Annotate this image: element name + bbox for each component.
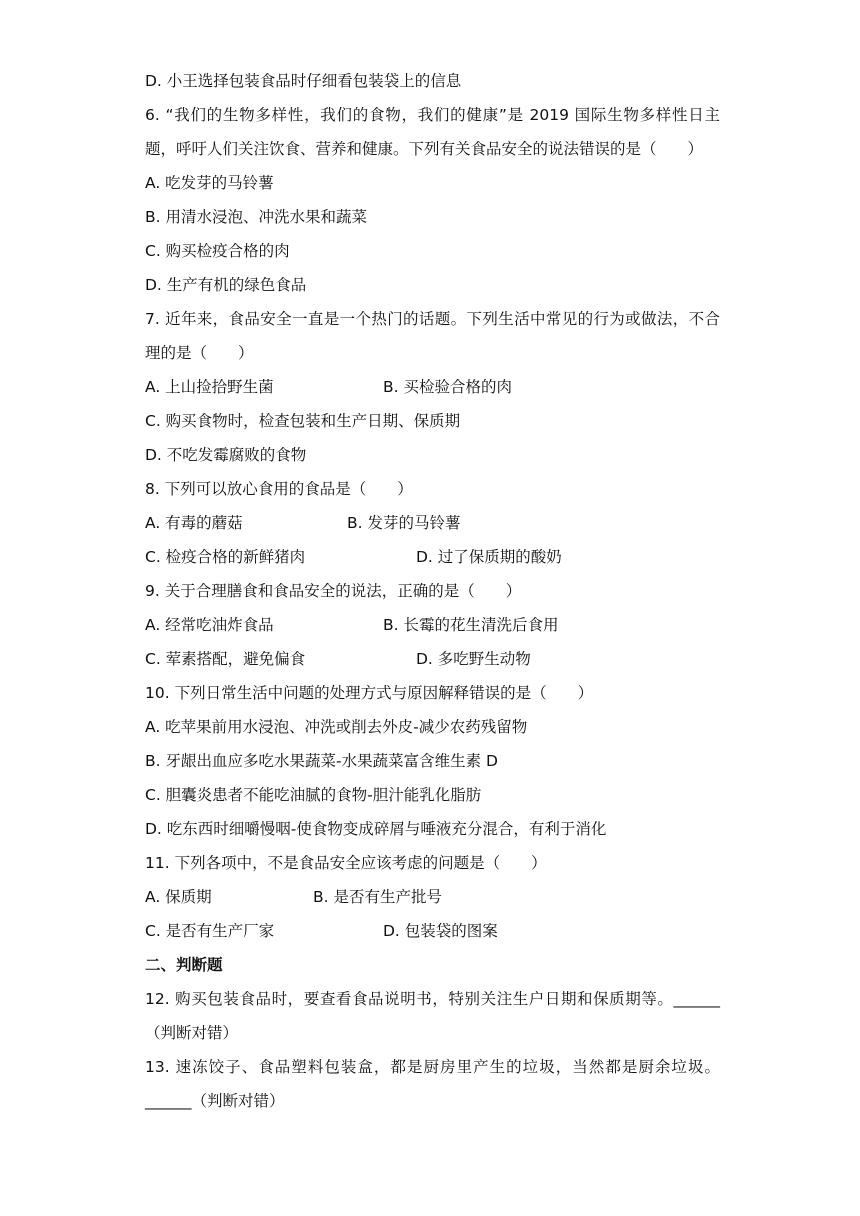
q7-stem: 7. 近年来，食品安全一直是一个热门的话题。下列生活中常见的行为或做法，不合理的是（ ） [145, 310, 720, 362]
q10-option-b: B. 牙龈出血应多吃水果蔬菜-水果蔬菜富含维生素 D [145, 752, 498, 770]
q10-option-d: D. 吃东西时细嚼慢咽-使食物变成碎屑与唾液充分混合，有利于消化 [145, 820, 607, 838]
q7-options-row-1 [145, 370, 720, 404]
q7-option-d: D. 不吃发霉腐败的食物 [145, 446, 307, 464]
q6-option-a: A. 吃发芽的马铃薯 [145, 174, 274, 192]
q8-stem: 8. 下列可以放心食用的食品是（ ） [145, 480, 413, 498]
q5-option-d: D. 小王选择包装食品时仔细看包装袋上的信息 [145, 72, 462, 90]
q8-option-d: D. 过了保质期的酸奶 [416, 548, 562, 566]
q11-options-row-1 [145, 880, 720, 914]
q11-option-d: D. 包装袋的图案 [383, 922, 498, 940]
q13-stem: 13. 速冻饺子、食品塑料包装盒，都是厨房里产生的垃圾，当然都是厨余垃圾。______（判断对错） [145, 1058, 720, 1110]
q9-options-row-1 [145, 608, 720, 642]
q6-option-b: B. 用清水浸泡、冲洗水果和蔬菜 [145, 208, 367, 226]
q10-option-a: A. 吃苹果前用水浸泡、冲洗或削去外皮-减少农药残留物 [145, 718, 528, 736]
q9-option-d: D. 多吃野生动物 [416, 650, 531, 668]
q11-options-row-2 [145, 914, 720, 948]
q9-options-row-2 [145, 642, 720, 676]
q8-options-row-1 [145, 506, 720, 540]
document-page [145, 64, 720, 1118]
q8-option-a: A. 有毒的蘑菇 [145, 514, 243, 532]
q8-option-b: B. 发芽的马铃薯 [347, 514, 461, 532]
q12-stem: 12. 购买包装食品时，要查看食品说明书，特别关注生户日期和保质期等。______（判断对错） [145, 990, 720, 1042]
q6-option-c: C. 购买检疫合格的肉 [145, 242, 290, 260]
q11-option-b: B. 是否有生产批号 [313, 888, 442, 906]
q6-option-d: D. 生产有机的绿色食品 [145, 276, 307, 294]
q8-option-c: C. 检疫合格的新鲜猪肉 [145, 548, 306, 566]
q10-option-c: C. 胆囊炎患者不能吃油腻的食物-胆汁能乳化脂肪 [145, 786, 482, 804]
q9-option-c: C. 荤素搭配，避免偏食 [145, 650, 306, 668]
q6-stem: 6. “我们的生物多样性，我们的食物，我们的健康”是 2019 国际生物多样性日主题，呼吁人们关注饮食、营养和健康。下列有关食品安全的说法错误的是（ ） [145, 106, 720, 158]
q7-option-a: A. 上山捡拾野生菌 [145, 378, 274, 396]
q10-stem: 10. 下列日常生活中问题的处理方式与原因解释错误的是（ ） [145, 684, 594, 702]
section-heading-true-false: 二、判断题 [145, 956, 223, 974]
q9-stem: 9. 关于合理膳食和食品安全的说法，正确的是（ ） [145, 582, 522, 600]
q7-option-c: C. 购买食物时，检查包装和生产日期、保质期 [145, 412, 461, 430]
q7-option-b: B. 买检验合格的肉 [383, 378, 512, 396]
q8-options-row-2 [145, 540, 720, 574]
q9-option-a: A. 经常吃油炸食品 [145, 616, 274, 634]
q9-option-b: B. 长霉的花生清洗后食用 [383, 616, 559, 634]
q11-option-a: A. 保质期 [145, 888, 212, 906]
q11-stem: 11. 下列各项中，不是食品安全应该考虑的问题是（ ） [145, 854, 547, 872]
q11-option-c: C. 是否有生产厂家 [145, 922, 275, 940]
